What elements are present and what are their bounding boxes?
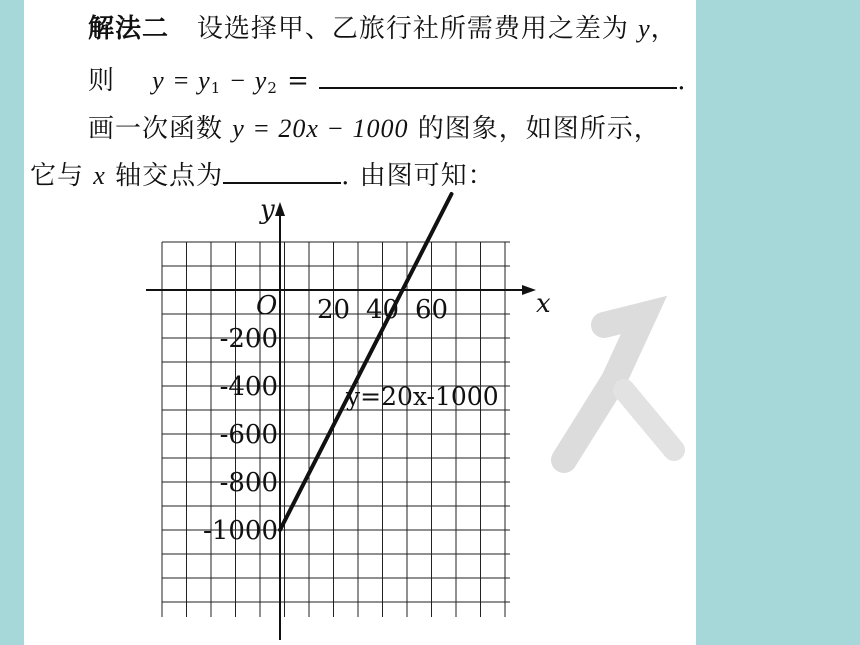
line4-mid: 轴交点为 — [115, 161, 224, 191]
x-tick-label: 20 — [317, 295, 351, 325]
y-axis-arrow — [275, 202, 285, 216]
line2-ze: 则 — [88, 66, 116, 96]
line1-text: 设选择甲、乙旅行社所需费用之差为 — [196, 14, 629, 44]
method-label: 解法二 — [88, 14, 170, 44]
y-tick-label: -200 — [219, 324, 278, 354]
line2-sub-1: 1 — [210, 79, 222, 97]
line1-variable: y — [638, 14, 651, 43]
line2-equals: = — [277, 66, 310, 96]
line4-start: 它与 — [30, 161, 85, 191]
x-axis-arrow — [522, 285, 536, 295]
equation-label: y=20x-1000 — [346, 382, 499, 411]
line2-sub-2: 2 — [267, 79, 278, 97]
y-tick-label: -600 — [219, 420, 278, 450]
y-tick-label: -800 — [219, 468, 278, 498]
line3-end: 的图象，如图所示， — [417, 114, 661, 144]
x-tick-label: 40 — [366, 295, 400, 325]
x-tick-labels — [317, 295, 448, 325]
origin-label: O — [256, 291, 278, 321]
line4-end: . 由图可知： — [341, 161, 495, 191]
x-tick-label: 60 — [415, 295, 449, 325]
line2-formula-prefix: y = y — [152, 66, 211, 95]
line3-formula: y = 20x − 1000 — [232, 114, 409, 143]
function-graph — [24, 0, 696, 645]
line2-period: . — [677, 66, 687, 96]
y-tick-labels — [203, 324, 278, 546]
line2-formula-mid: − y — [221, 66, 268, 95]
x-axis-label: x — [536, 289, 551, 319]
line4-variable: x — [93, 161, 106, 190]
y-tick-label: -1000 — [203, 516, 278, 546]
worksheet-page — [24, 0, 696, 645]
line1-comma: ， — [650, 14, 678, 44]
y-tick-label: -400 — [219, 372, 278, 402]
y-axis-label: y — [260, 195, 275, 225]
line3-text: 画一次函数 — [88, 114, 224, 144]
